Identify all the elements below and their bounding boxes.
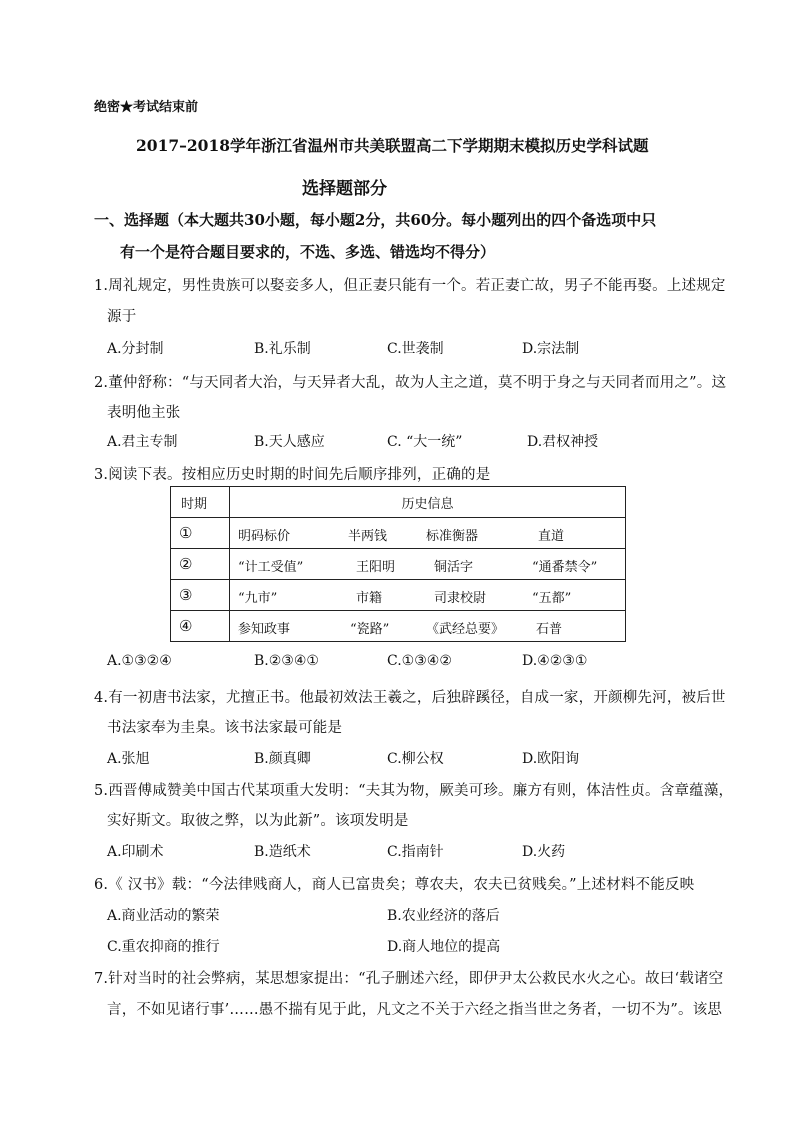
table-row-number: ② — [171, 549, 230, 580]
question-7-text: 7.针对当时的社会弊病，某思想家提出：“孔子删述六经，即伊尹太公救民水火之心。故曰‘载诸空 — [94, 971, 724, 987]
question-5-option-a: A.印刷术 — [107, 844, 164, 860]
question-1-text-cont: 源于 — [107, 309, 137, 325]
question-2-option-d: D.君权神授 — [527, 434, 599, 450]
table-cell: 《武经总要》 — [426, 622, 505, 637]
question-3-option-a: A.①③②④ — [107, 653, 172, 669]
question-3-option-c: C.①③④② — [387, 653, 452, 669]
history-info-table — [170, 486, 626, 642]
question-4-option-d: D.欧阳询 — [522, 751, 580, 767]
question-1-option-b: B.礼乐制 — [254, 341, 311, 357]
question-5-text: 5.西晋傅咸赞美中国古代某项重大发明：“夫其为物，厥美可珍。廉方有则，体洁性贞。含章蕴藻， — [94, 783, 734, 799]
question-6-text: 6.《 汉书》载：“今法律贱商人，商人已富贵矣；尊农夫，农夫已贫贱矣。”上述材料不能反映 — [94, 877, 695, 893]
question-5-option-d: D.火药 — [522, 844, 566, 860]
question-4-option-a: A.张旭 — [107, 751, 150, 767]
table-row — [171, 518, 626, 549]
question-1-option-c: C.世袭制 — [387, 341, 444, 357]
question-1-option-d: D.宗法制 — [522, 341, 580, 357]
question-4-option-b: B.颜真卿 — [254, 751, 311, 767]
question-4-option-c: C.柳公权 — [387, 751, 444, 767]
table-row-number: ③ — [171, 580, 230, 611]
question-2-text-cont: 表明他主张 — [107, 405, 181, 421]
table-cell: 明码标价 — [238, 529, 291, 544]
table-cell: “九市” — [238, 591, 278, 606]
table-cell: 半两钱 — [348, 529, 388, 544]
table-cell: 市籍 — [356, 591, 383, 606]
exam-title: 2017–2018学年浙江省温州市共美联盟高二下学期期末模拟历史学科试题 — [136, 136, 649, 155]
table-cell: 铜活字 — [434, 560, 474, 575]
question-2-option-b: B.天人感应 — [254, 434, 325, 450]
table-row-number: ① — [171, 518, 230, 549]
table-cell: 直道 — [538, 529, 565, 544]
table-cell: “通番禁令” — [532, 560, 598, 575]
section-instructions-line2: 有一个是符合题目要求的，不选、多选、错选均不得分） — [120, 243, 496, 261]
question-6-option-a: A.商业活动的繁荣 — [107, 908, 220, 924]
table-cell: 标准衡器 — [426, 529, 479, 544]
question-4-text: 4.有一初唐书法家，尤擅正书。他最初效法王羲之，后独辟蹊径，自成一家，开颜柳先河，被后世 — [94, 690, 726, 706]
question-7-text-cont: 言，不如见诸行事’……愚不揣有见于此，凡文之不关于六经之指当世之务者，一切不为”。该思 — [107, 1002, 723, 1018]
table-cell: 王阳明 — [356, 560, 396, 575]
question-6-option-d: D.商人地位的提高 — [387, 939, 501, 955]
table-row-number: ④ — [171, 611, 230, 642]
question-1-option-a: A.分封制 — [107, 341, 164, 357]
table-cell: 参知政事 — [238, 622, 291, 637]
confidential-mark: 绝密★考试结束前 — [94, 100, 199, 115]
question-3-option-b: B.②③④① — [254, 653, 319, 669]
question-1-text: 1.周礼规定，男性贵族可以娶妾多人，但正妻只能有一个。若正妻亡故，男子不能再娶。上述规定 — [94, 278, 726, 294]
table-header-info: 历史信息 — [230, 487, 626, 518]
table-row — [171, 580, 626, 611]
table-row — [171, 611, 626, 642]
section-title: 选择题部分 — [302, 179, 387, 199]
question-3-option-d: D.④②③① — [522, 653, 588, 669]
question-3-text: 3.阅读下表。按相应历史时期的时间先后顺序排列，正确的是 — [94, 467, 491, 483]
table-cell: “计工受值” — [238, 560, 304, 575]
question-4-text-cont: 书法家奉为圭臬。该书法家最可能是 — [107, 720, 343, 736]
table-row — [171, 549, 626, 580]
question-6-option-b: B.农业经济的落后 — [387, 908, 500, 924]
question-6-option-c: C.重农抑商的推行 — [107, 939, 220, 955]
table-cell: “五都” — [532, 591, 572, 606]
section-instructions-line1: 一、选择题（本大题共30小题，每小题2分，共60分。每小题列出的四个备选项中只 — [94, 211, 657, 229]
question-5-option-c: C.指南针 — [387, 844, 444, 860]
question-5-text-cont: 实好斯文。取彼之弊，以为此新”。该项发明是 — [107, 813, 409, 829]
table-cell: 司隶校尉 — [434, 591, 487, 606]
table-header-row — [171, 487, 626, 518]
table-cell: “瓷路” — [350, 622, 390, 637]
table-cell: 石普 — [536, 622, 563, 637]
question-2-option-a: A.君主专制 — [107, 434, 178, 450]
table-header-period: 时期 — [171, 487, 230, 518]
question-2-option-c: C. “大一统” — [387, 434, 463, 450]
question-2-text: 2.董仲舒称：“与天同者大治，与天异者大乱，故为人主之道，莫不明于身之与天同者而用之”。这 — [94, 375, 727, 391]
question-5-option-b: B.造纸术 — [254, 844, 311, 860]
